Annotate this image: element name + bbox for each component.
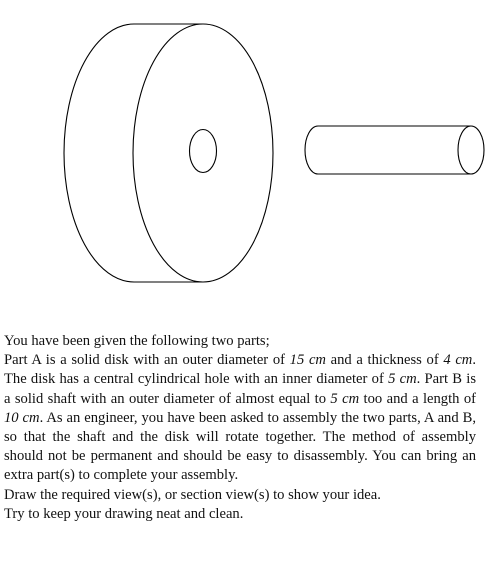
disk-front-face xyxy=(133,24,273,282)
part-a-disk xyxy=(64,24,273,282)
part-a-outer-diameter: 15 cm xyxy=(289,352,326,369)
part-a-hole-diameter: 5 cm xyxy=(388,371,417,388)
parts-paragraph xyxy=(4,351,476,485)
part-a-text-2: and a thickness of xyxy=(325,352,444,369)
neatness-instruction: Try to keep your drawing neat and clean. xyxy=(4,505,244,522)
part-b-length: 10 cm xyxy=(4,409,40,426)
shaft-back-end xyxy=(305,126,318,174)
draw-instruction: Draw the required view(s), or section view(s) to show your idea. xyxy=(4,486,381,503)
part-a-text-3: . The disk has a central cylindrical hole with an inner diameter of xyxy=(4,352,477,388)
part-a-text-4: . xyxy=(416,371,421,388)
disk-center-hole xyxy=(190,130,217,173)
part-b-text-1: Part B is a solid shaft with an outer diameter of almost equal to xyxy=(4,371,476,407)
part-b-diameter: 5 cm xyxy=(330,390,360,407)
intro-line: You have been given the following two parts; xyxy=(4,333,270,349)
part-b-text-3: . As an engineer, you have been asked to assembly the two parts, A and B, so that the shaft and the disk will rotate together. The method of assembly should not be permanent and should be easy to disassembly. You can bring an extra part(s) to complete your assembly. xyxy=(4,409,476,484)
problem-statement xyxy=(4,332,476,524)
part-b-shaft xyxy=(305,126,484,174)
shaft-front-end xyxy=(458,126,484,174)
disk-back-edge xyxy=(64,24,134,282)
part-a-thickness: 4 cm xyxy=(443,352,473,369)
part-a-text-1: Part A is a solid disk with an outer diameter of xyxy=(4,352,290,369)
part-b-text-2: too and a length of xyxy=(359,390,476,407)
